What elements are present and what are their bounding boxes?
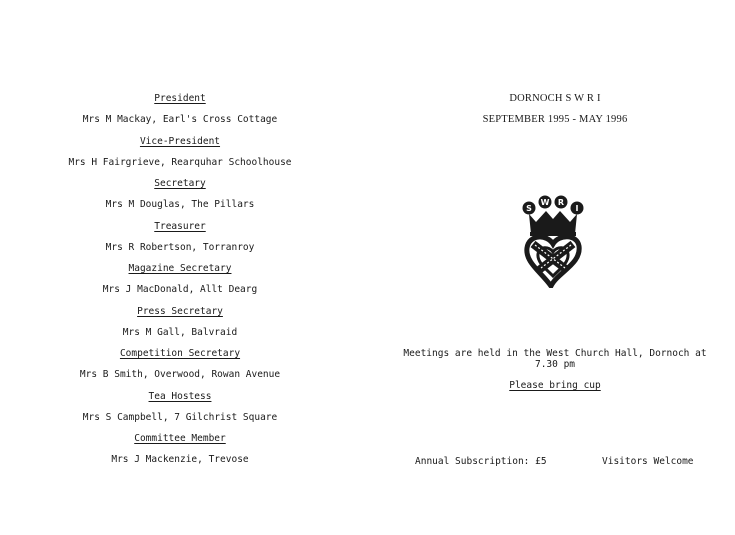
role-heading-treasurer: Treasurer <box>154 221 206 232</box>
cover-season: SEPTEMBER 1995 - MAY 1996 <box>482 114 628 125</box>
role-heading-secretary: Secretary <box>154 178 206 189</box>
logo-letter-r: R <box>557 198 565 207</box>
role-heading-tea-hostess: Tea Hostess <box>148 391 212 402</box>
meetings-info-line2: 7.30 pm <box>534 359 576 370</box>
meetings-info-line1: Meetings are held in the West Church Hall, Dornoch at <box>403 348 707 359</box>
member-name-vice-president: Mrs H Fairgrieve, Rearquhar Schoolhouse <box>68 157 292 168</box>
luckenbooth-heart-icon <box>527 237 579 286</box>
logo-letter-w: W <box>540 198 550 207</box>
logo-letter-badges <box>523 196 584 215</box>
member-name-president: Mrs M Mackay, Earl's Cross Cottage <box>82 114 278 125</box>
role-heading-magazine-secretary: Magazine Secretary <box>128 263 232 274</box>
role-heading-vice-president: Vice-President <box>139 136 221 147</box>
member-name-magazine-secretary: Mrs J MacDonald, Allt Dearg <box>102 284 258 295</box>
member-name-competition-secretary: Mrs B Smith, Overwood, Rowan Avenue <box>79 369 281 380</box>
crown-icon <box>529 211 577 236</box>
role-heading-press-secretary: Press Secretary <box>137 306 223 317</box>
committee-page <box>0 0 360 535</box>
annual-subscription: Annual Subscription: £5 <box>415 456 547 467</box>
visitors-welcome: Visitors Welcome <box>602 456 694 467</box>
member-name-treasurer: Mrs R Robertson, Torranroy <box>105 242 255 253</box>
role-heading-president: President <box>154 93 206 104</box>
member-name-press-secretary: Mrs M Gall, Balvraid <box>122 327 238 338</box>
logo-letter-s: S <box>526 204 532 213</box>
role-heading-committee-member: Committee Member <box>134 433 226 444</box>
cover-title: DORNOCH S W R I <box>509 93 601 104</box>
role-heading-competition-secretary: Competition Secretary <box>119 348 241 359</box>
swri-logo <box>515 192 591 288</box>
member-name-tea-hostess: Mrs S Campbell, 7 Gilchrist Square <box>82 412 278 423</box>
bring-cup-note: Please bring cup <box>509 380 601 391</box>
cover-page <box>375 0 735 535</box>
logo-letter-i: I <box>575 204 579 213</box>
member-name-secretary: Mrs M Douglas, The Pillars <box>105 199 255 210</box>
member-name-committee-member: Mrs J Mackenzie, Trevose <box>111 454 249 465</box>
